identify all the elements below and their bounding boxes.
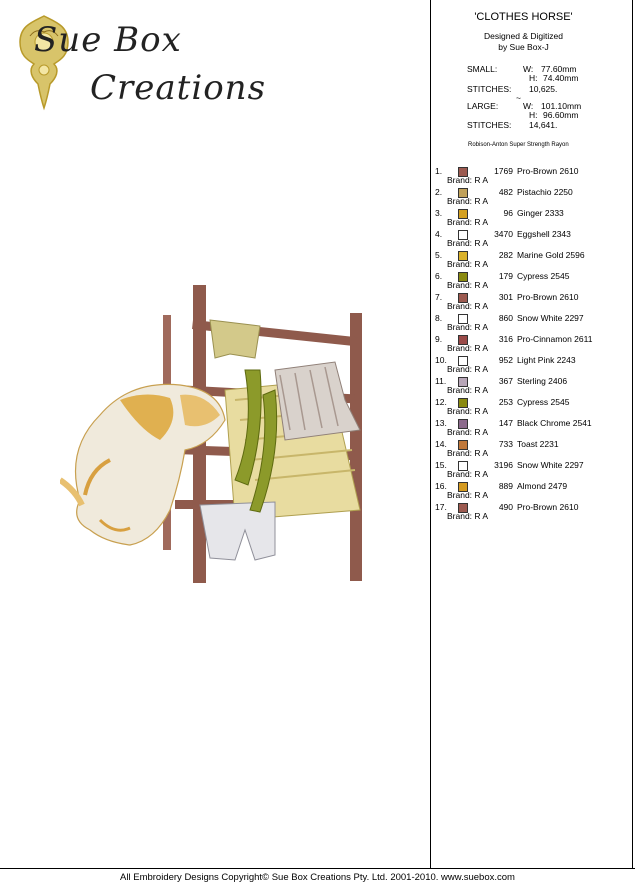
color-brand: Brand: R A [447, 175, 489, 185]
color-name: Light Pink 2243 [517, 355, 576, 365]
color-brand: Brand: R A [447, 217, 489, 227]
logo-text-line1: Sue Box [34, 20, 182, 60]
color-brand: Brand: R A [447, 259, 489, 269]
color-number: 5. [435, 250, 443, 260]
design-title: 'CLOTHES HORSE' [474, 11, 573, 23]
color-stitches: 482 [498, 187, 513, 197]
color-stitches: 3196 [494, 460, 513, 470]
small-height: 74.40mm [543, 73, 579, 83]
color-name: Cypress 2545 [517, 271, 570, 281]
color-name: Toast 2231 [517, 439, 559, 449]
color-number: 10. [435, 355, 447, 365]
clothes-horse-design-image [60, 280, 380, 590]
color-stitches: 1769 [494, 166, 513, 176]
color-stitches: 490 [498, 502, 513, 512]
color-name: Pro-Brown 2610 [517, 166, 579, 176]
color-row [431, 418, 635, 439]
color-brand: Brand: R A [447, 490, 489, 500]
designer-name: by Sue Box-J [498, 42, 549, 52]
color-stitches: 96 [503, 208, 513, 218]
color-row [431, 334, 635, 355]
color-stitches: 282 [498, 250, 513, 260]
color-row [431, 208, 635, 229]
color-stitches: 316 [498, 334, 513, 344]
large-stitches: 14,641. [529, 120, 558, 130]
info-panel [430, 0, 635, 869]
color-row [431, 502, 635, 523]
color-number: 4. [435, 229, 443, 239]
color-number: 15. [435, 460, 447, 470]
large-height-label: H: [529, 110, 538, 120]
color-number: 16. [435, 481, 447, 491]
small-width: 77.60mm [541, 64, 577, 74]
color-brand: Brand: R A [447, 427, 489, 437]
color-row [431, 481, 635, 502]
thread-brand-note: Robison-Anton Super Strength Rayon [468, 142, 569, 148]
color-number: 3. [435, 208, 443, 218]
color-stitches: 367 [498, 376, 513, 386]
color-brand: Brand: R A [447, 301, 489, 311]
footer-divider [0, 868, 635, 869]
large-label: LARGE: [467, 101, 499, 111]
color-stitches: 3470 [494, 229, 513, 239]
designed-line: Designed & Digitized [484, 31, 563, 41]
color-number: 13. [435, 418, 447, 428]
color-number: 6. [435, 271, 443, 281]
color-number: 8. [435, 313, 443, 323]
color-row [431, 292, 635, 313]
color-name: Pistachio 2250 [517, 187, 573, 197]
color-name: Pro-Cinnamon 2611 [517, 334, 593, 344]
logo-text-line2: Creations [90, 68, 267, 108]
large-width: 101.10mm [541, 101, 582, 111]
designer-credit [431, 31, 616, 53]
page-right-border [632, 0, 633, 869]
color-name: Black Chrome 2541 [517, 418, 592, 428]
color-brand: Brand: R A [447, 385, 489, 395]
large-stitches-label: STITCHES: [467, 120, 512, 130]
color-row [431, 166, 635, 187]
small-stitches: 10,625. [529, 84, 558, 94]
copyright-footer: All Embroidery Designs Copyright© Sue Box Creations Pty. Ltd. 2001-2010. www.suebox.com [120, 872, 515, 883]
color-stitches: 147 [498, 418, 513, 428]
color-row [431, 187, 635, 208]
color-row [431, 229, 635, 250]
color-number: 14. [435, 439, 447, 449]
color-name: Marine Gold 2596 [517, 250, 585, 260]
color-stitches: 889 [498, 481, 513, 491]
color-name: Cypress 2545 [517, 397, 570, 407]
color-name: Snow White 2297 [517, 460, 584, 470]
color-number: 11. [435, 376, 447, 386]
color-stitches: 179 [498, 271, 513, 281]
color-row [431, 313, 635, 334]
color-brand: Brand: R A [447, 343, 489, 353]
color-brand: Brand: R A [447, 511, 489, 521]
color-row [431, 460, 635, 481]
small-stitches-label: STITCHES: [467, 84, 512, 94]
color-row [431, 271, 635, 292]
color-stitches: 860 [498, 313, 513, 323]
color-number: 9. [435, 334, 443, 344]
color-name: Ginger 2333 [517, 208, 564, 218]
color-brand: Brand: R A [447, 469, 489, 479]
color-stitches: 253 [498, 397, 513, 407]
color-row [431, 376, 635, 397]
large-width-label: W: [523, 101, 534, 111]
color-name: Sterling 2406 [517, 376, 568, 386]
color-row [431, 250, 635, 271]
color-row [431, 397, 635, 418]
color-stitches: 733 [498, 439, 513, 449]
color-number: 2. [435, 187, 443, 197]
color-name: Eggshell 2343 [517, 229, 571, 239]
color-number: 1. [435, 166, 443, 176]
color-brand: Brand: R A [447, 238, 489, 248]
color-number: 17. [435, 502, 447, 512]
color-number: 7. [435, 292, 443, 302]
large-height: 96.60mm [543, 110, 579, 120]
tilde-separator: ~ [516, 93, 521, 103]
color-name: Pro-Brown 2610 [517, 502, 579, 512]
color-brand: Brand: R A [447, 448, 489, 458]
color-name: Almond 2479 [517, 481, 568, 491]
color-number: 12. [435, 397, 447, 407]
color-stitches: 301 [498, 292, 513, 302]
small-width-label: W: [523, 64, 534, 74]
color-brand: Brand: R A [447, 196, 489, 206]
color-name: Pro-Brown 2610 [517, 292, 579, 302]
color-stitches: 952 [498, 355, 513, 365]
color-row [431, 439, 635, 460]
small-label: SMALL: [467, 64, 498, 74]
color-brand: Brand: R A [447, 364, 489, 374]
color-row [431, 355, 635, 376]
small-height-label: H: [529, 73, 538, 83]
color-brand: Brand: R A [447, 322, 489, 332]
color-brand: Brand: R A [447, 406, 489, 416]
color-name: Snow White 2297 [517, 313, 584, 323]
color-brand: Brand: R A [447, 280, 489, 290]
